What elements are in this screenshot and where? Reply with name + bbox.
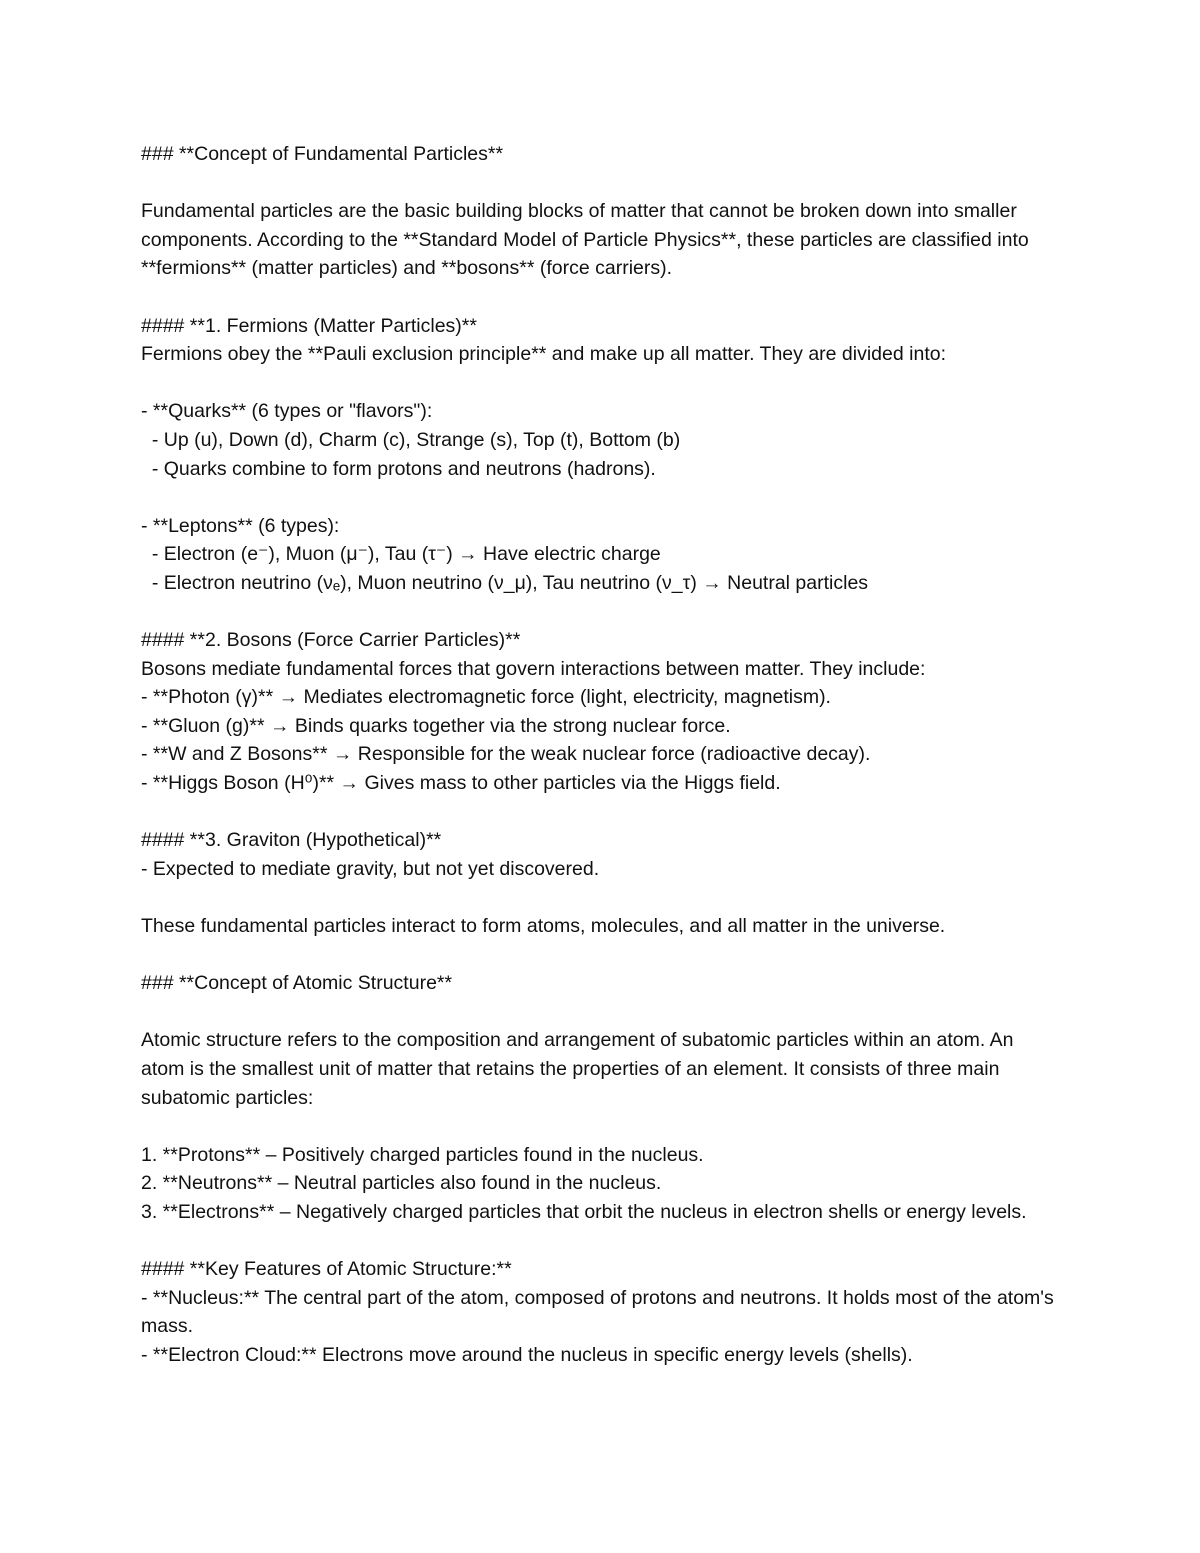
bosons-heading: #### **2. Bosons (Force Carrier Particles)** (141, 629, 521, 652)
blank-line (141, 483, 1061, 512)
quarks-item: - Quarks combine to form protons and neutrons (hadrons). (141, 457, 656, 480)
atomic-structure-intro: Atomic structure refers to the composition and arrangement of subatomic particles within an atom. An atom is the smallest unit of matter that retains the properties of an element. It consists of three main subatomic particles: (141, 1029, 1014, 1109)
document-body (141, 140, 1061, 1370)
blank-line (141, 1227, 1061, 1256)
blank-line (141, 169, 1061, 198)
bosons-text: Bosons mediate fundamental forces that govern interactions between matter. They include: (141, 657, 926, 680)
leptons-title: - **Leptons** (6 types): (141, 514, 340, 537)
blank-line (141, 998, 1061, 1027)
subatomic-list-item: 1. **Protons** – Positively charged particles found in the nucleus. (141, 1143, 704, 1166)
section-heading-fundamental-particles: ### **Concept of Fundamental Particles** (141, 143, 504, 165)
fermions-heading: #### **1. Fermions (Matter Particles)** (141, 314, 477, 337)
graviton-item: - Expected to mediate gravity, but not yet discovered. (141, 857, 600, 880)
key-feature-item: - **Nucleus:** The central part of the atom, composed of protons and neutrons. It holds most of the atom's mass. (141, 1286, 1054, 1338)
quarks-title: - **Quarks** (6 types or "flavors"): (141, 400, 433, 423)
section-heading-atomic-structure: ### **Concept of Atomic Structure** (141, 972, 453, 995)
subatomic-list-item: 2. **Neutrons** – Neutral particles also found in the nucleus. (141, 1172, 662, 1195)
blank-line (141, 369, 1061, 398)
blank-line (141, 798, 1061, 827)
leptons-item: - Electron neutrino (νₑ), Muon neutrino (ν_μ), Tau neutrino (ν_τ) → Neutral particles (141, 571, 869, 594)
blank-line (141, 883, 1061, 912)
quarks-item: - Up (u), Down (d), Charm (c), Strange (s), Top (t), Bottom (b) (141, 428, 681, 451)
boson-item: - **Gluon (g)** → Binds quarks together via the strong nuclear force. (141, 714, 731, 737)
subatomic-list-item: 3. **Electrons** – Negatively charged particles that orbit the nucleus in electron shells or energy levels. (141, 1200, 1027, 1223)
fundamental-particles-intro: Fundamental particles are the basic building blocks of matter that cannot be broken down into smaller components. According to the **Standard Model of Particle Physics**, these particles are classified into **fermions** (matter particles) and **bosons** (force carriers). (141, 200, 1029, 280)
leptons-item: - Electron (e⁻), Muon (μ⁻), Tau (τ⁻) → Have electric charge (141, 543, 661, 566)
blank-line (141, 283, 1061, 312)
fermions-text: Fermions obey the **Pauli exclusion principle** and make up all matter. They are divided into: (141, 343, 946, 366)
key-features-heading: #### **Key Features of Atomic Structure:** (141, 1258, 512, 1281)
blank-line (141, 598, 1061, 627)
graviton-heading: #### **3. Graviton (Hypothetical)** (141, 829, 442, 852)
blank-line (141, 1112, 1061, 1141)
key-feature-item: - **Electron Cloud:** Electrons move around the nucleus in specific energy levels (shells). (141, 1343, 913, 1366)
boson-item: - **Photon (γ)** → Mediates electromagnetic force (light, electricity, magnetism). (141, 686, 831, 709)
boson-item: - **Higgs Boson (H⁰)** → Gives mass to other particles via the Higgs field. (141, 772, 781, 795)
blank-line (141, 941, 1061, 970)
fundamental-particles-closing: These fundamental particles interact to form atoms, molecules, and all matter in the universe. (141, 915, 946, 938)
boson-item: - **W and Z Bosons** → Responsible for the weak nuclear force (radioactive decay). (141, 743, 871, 766)
